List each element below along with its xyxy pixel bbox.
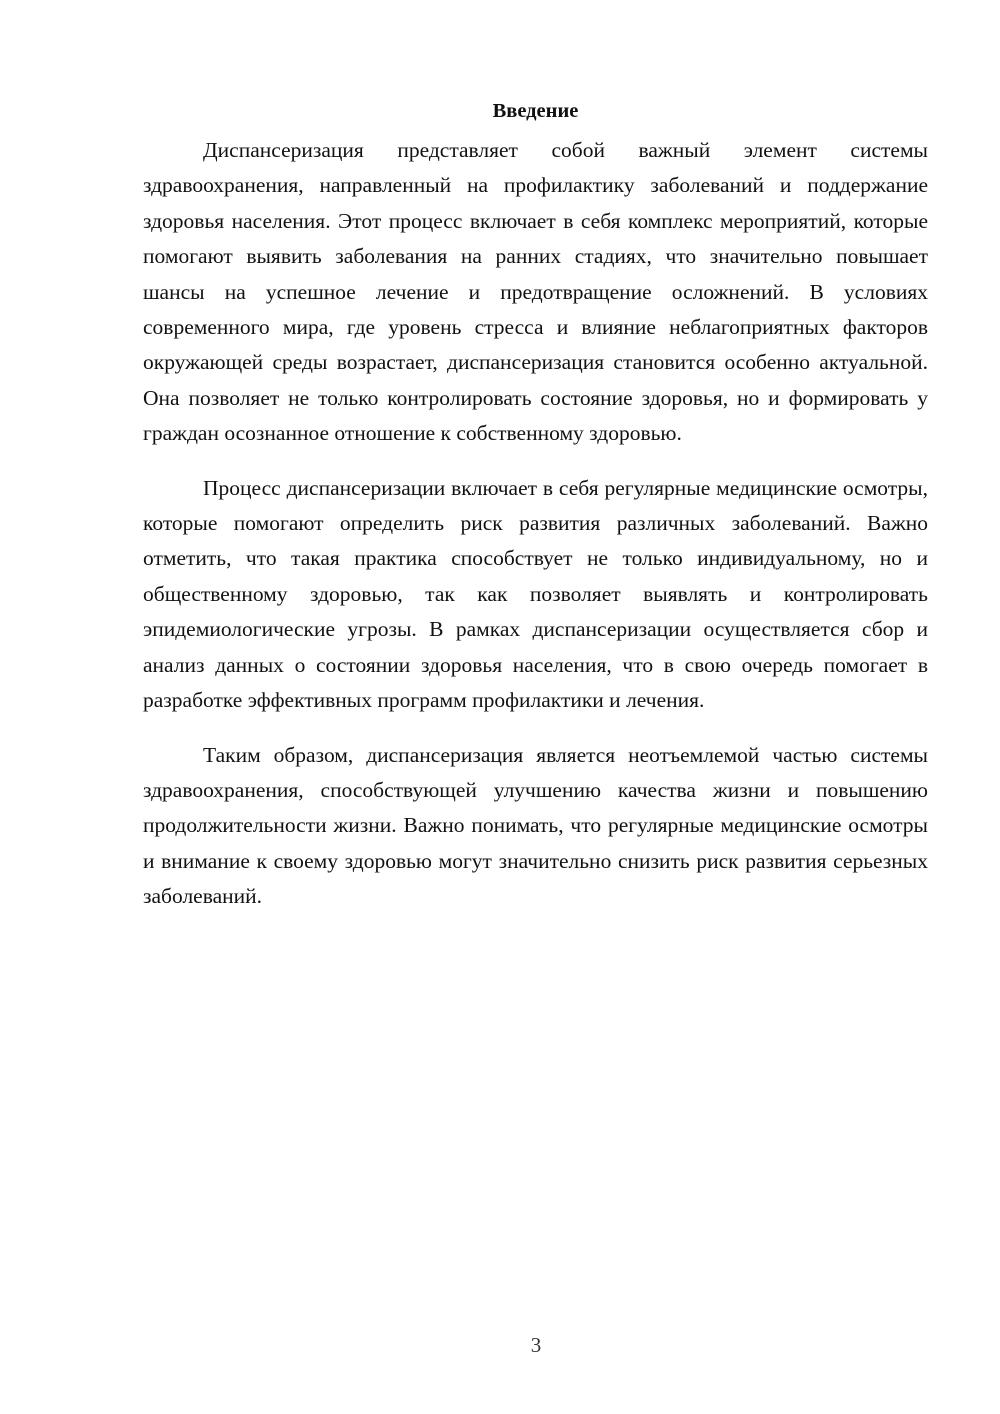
paragraph-2: Процесс диспансеризации включает в себя регулярные медицинские осмотры, которые помогают определить риск развития различных заболеваний. Важно отметить, что такая практика способствует не только индивидуальному, но и общественному здоровью, так как позволяет выявлять и контролировать эпидемиологические угрозы. В рамках диспансеризации осуществляется сбор и анализ данных о состоянии здоровья населения, что в свою очередь помогает в разработке эффективных программ профилактики и лечения. xyxy=(143,475,928,713)
paragraph-1: Диспансеризация представляет собой важный элемент системы здравоохранения, направленный на профилактику заболеваний и поддержание здоровья населения. Этот процесс включает в себя комплекс мероприятий, которые помогают выявить заболевания на ранних стадиях, что значительно повышает шансы на успешное лечение и предотвращение осложнений. В условиях современного мира, где уровень стресса и влияние неблагоприятных факторов окружающей среды возрастает, диспансеризация становится особенно актуальной. Она позволяет не только контролировать состояние здоровья, но и формировать у граждан осознанное отношение к собственному здоровью. xyxy=(143,138,928,446)
section-title: Введение xyxy=(492,100,579,122)
page-number: 3 xyxy=(530,1333,542,1357)
page-content xyxy=(143,96,928,915)
paragraph-3: Таким образом, диспансеризация является неотъемлемой частью системы здравоохранения, способствующей улучшению качества жизни и повышению продолжительности жизни. Важно понимать, что регулярные медицинские осмотры и внимание к своему здоровью могут значительно снизить риск развития серьезных заболеваний. xyxy=(143,742,928,909)
